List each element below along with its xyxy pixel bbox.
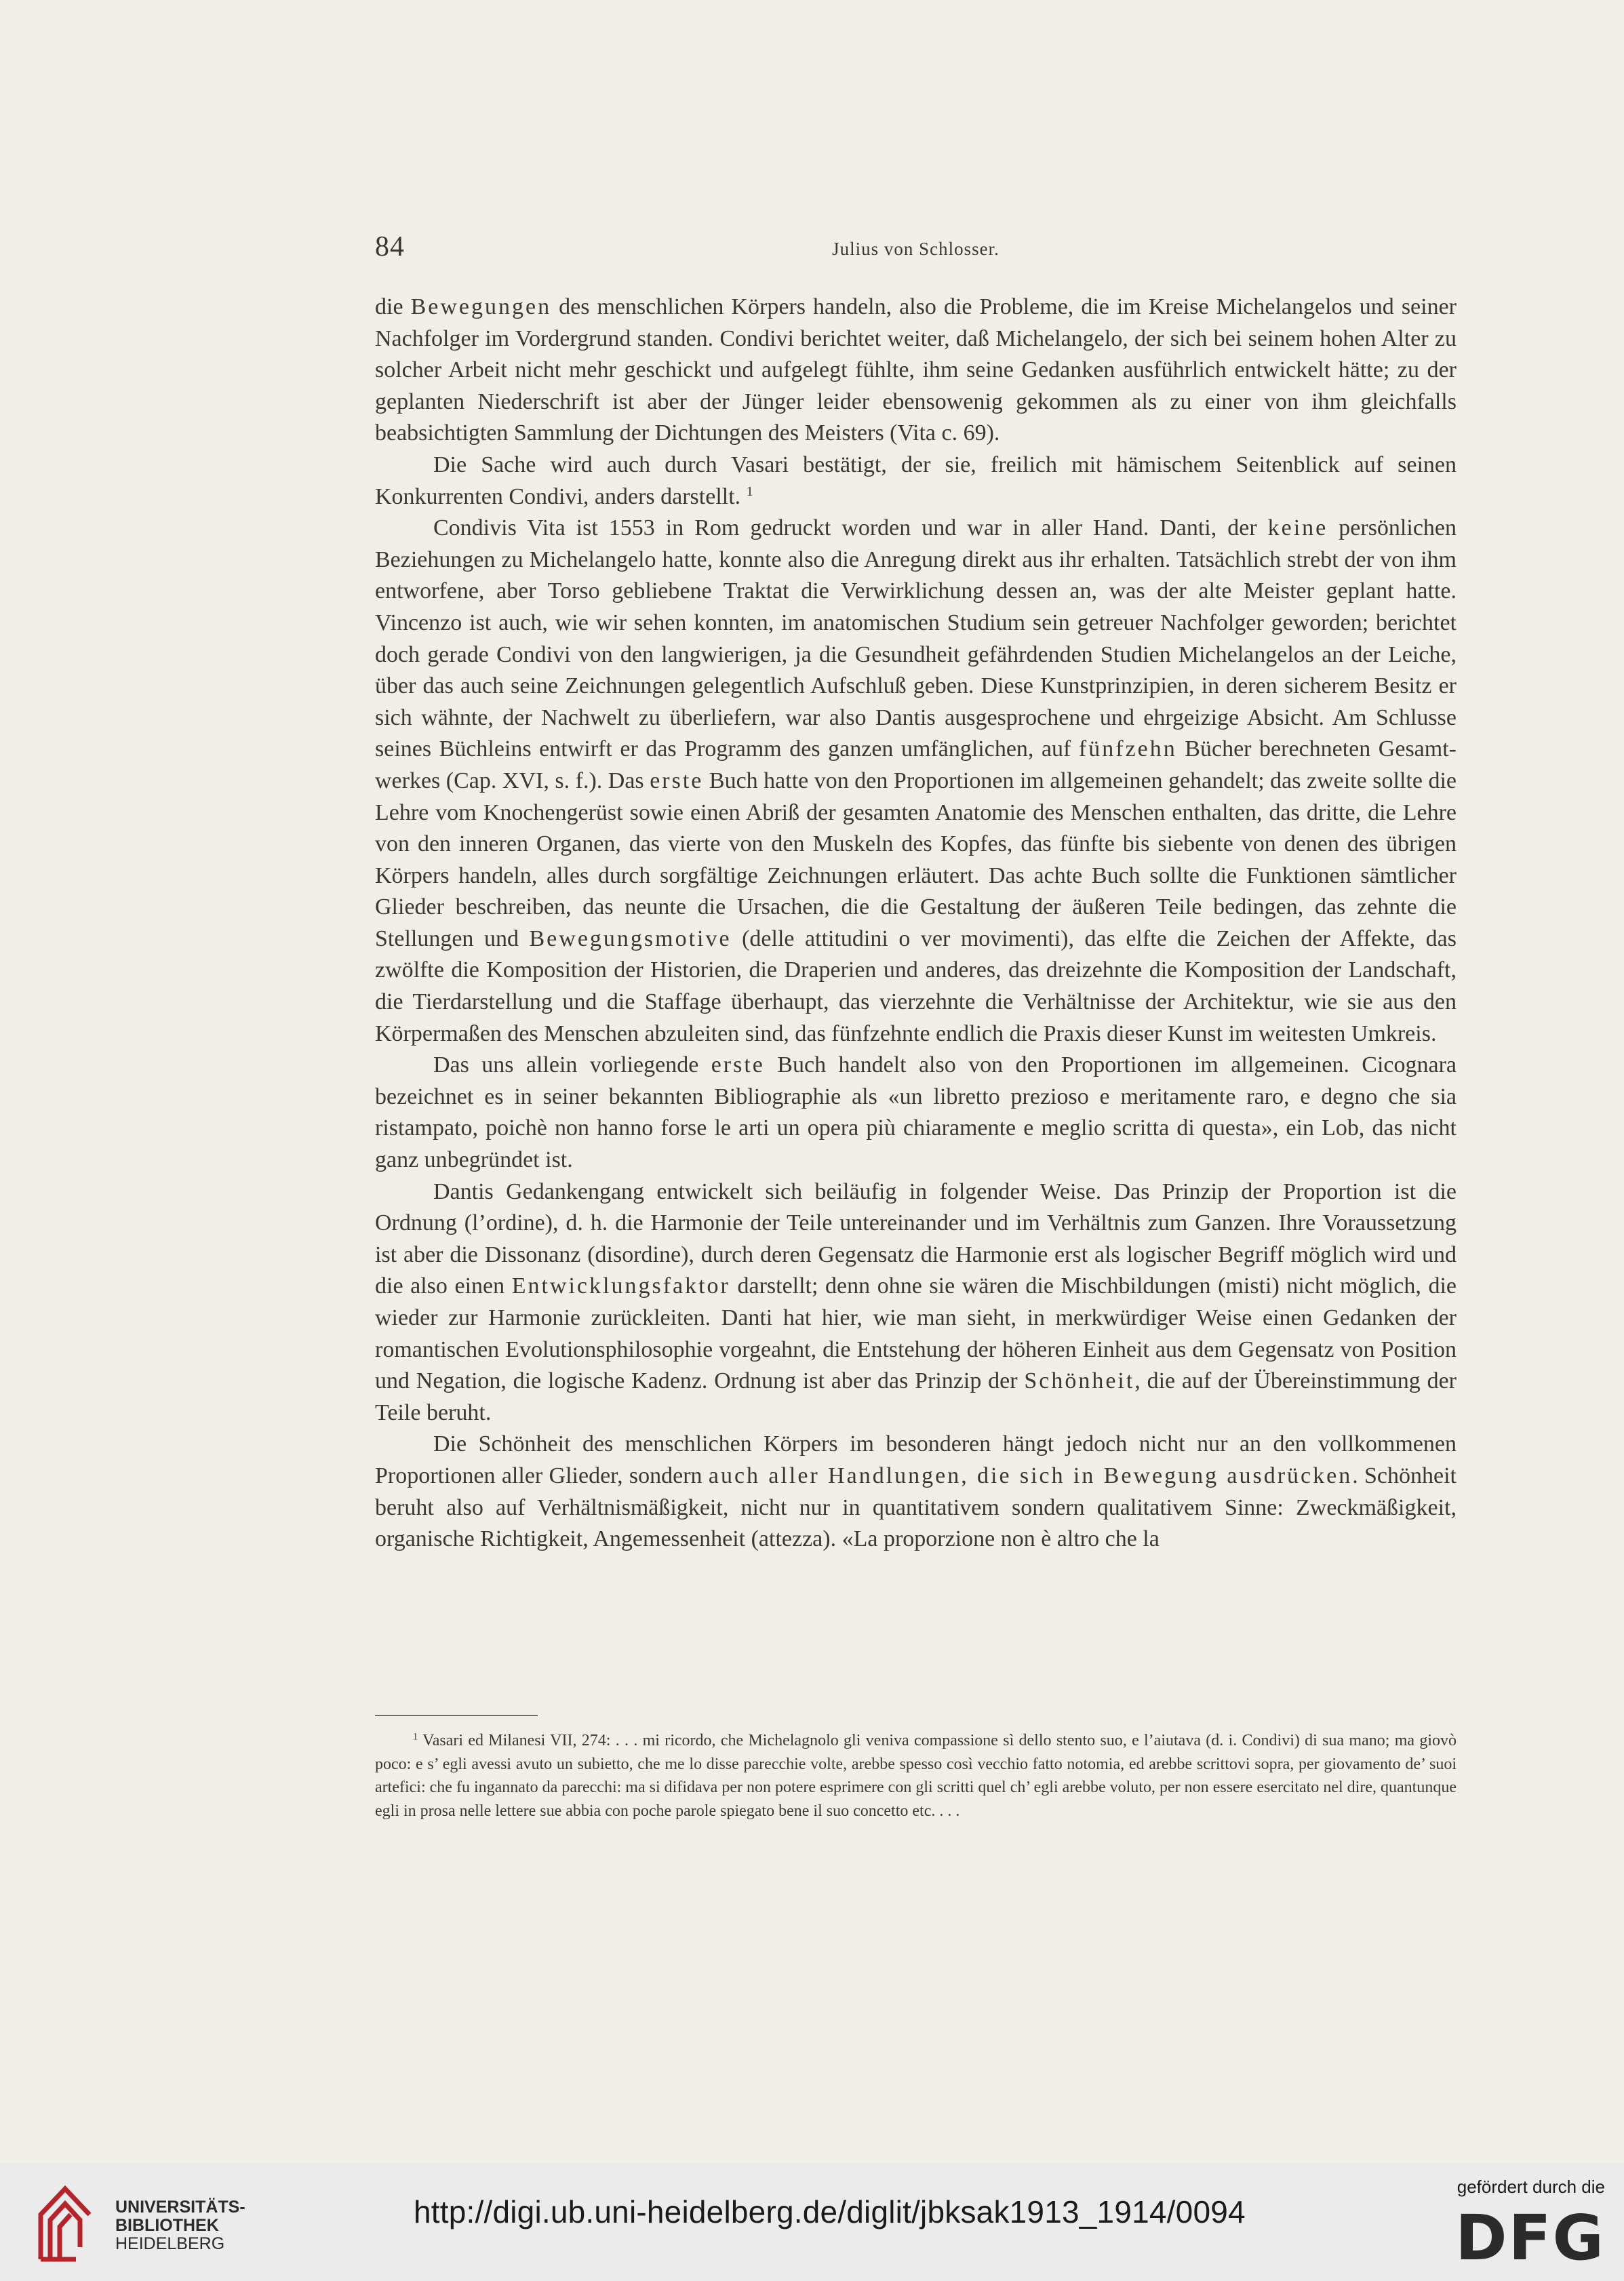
footnote-rule (375, 1715, 538, 1716)
dfg-logo[interactable]: DFG (1455, 2202, 1605, 2274)
spaced-emphasis: keine (1267, 515, 1328, 541)
spaced-emphasis: Entwicklungsfaktor (511, 1273, 730, 1299)
paragraph-3: Condivis Vita ist 1553 in Rom gedruckt worden und war in aller Hand. Danti, der keine persönlichen Beziehungen zu Michelangelo hatte, konnte also die Anregung direkt aus ihr erhalten. Tatsächlich strebt der von ihm entworfene, aber Torso gebliebene Traktat die Verwirklichung dessen an, was der alte Meister geplant hatte. Vincenzo ist auch, wie wir sehen konnten, im anatomischen Studium sein getreuer Nachfolger geworden; berichtet doch gerade Condivi von den langwierigen, ja die Gesundheit gefährdenden Studien Michelangelos an der Leiche, über das auch seine Zeichnungen gelegentlich Aufschluß geben. Diese Kunstprinzipien, in deren sicherem Besitz er sich wähnte, der Nachwelt zu überliefern, war also Dantis ausgesprochene und ehrgeizige Absicht. Am Schlusse seines Büchleins entwirft er das Programm des ganzen umfänglichen, auf fünfzehn Bücher berechneten Gesamtwerkes (Cap. XVI, s. f.). Das erste Buch hatte von den Proportionen im allgemeinen gehandelt; das zweite sollte die Lehre vom Knochengerüst sowie einen Abriß der gesamten Anatomie des Menschen enthalten, das dritte, die Lehre von den inneren Organen, das vierte von den Muskeln des Kopfes, das fünfte bis siebente von denen des übrigen Körpers handeln, alles durch sorgfältige Zeichnungen erläutert. Das achte Buch sollte die Funktionen sämtlicher Glieder beschreiben, das neunte die Ursachen, die die Gestaltung der äußeren Teile bedingen, das zehnte die Stellungen und Bewegungsmotive (delle attitudini o ver movimenti), das elfte die Zeichen der Affekte, das zwölfte die Komposition der Historien, die Draperien und anderes, das dreizehnte die Komposition der Landschaft, die Tierdarstellung und die Staffage überhaupt, das vierzehnte die Verhältnisse der Architektur, wie sie aus den Körpermaßen des Menschen abzuleiten sind, das fünfzehnte endlich die Praxis dieser Kunst im weitesten Umkreis. (375, 515, 1457, 1046)
funding-label: gefördert durch die (1457, 2177, 1605, 2197)
library-logo[interactable] (35, 2179, 252, 2267)
spaced-emphasis: Schönheit (1024, 1368, 1135, 1394)
footnote (375, 1729, 1457, 1823)
spaced-emphasis: auch aller Handlungen, die sich in Bewegung ausdrücken (708, 1463, 1353, 1488)
footnote-marker: 1 (413, 1731, 418, 1743)
page-header (375, 231, 1457, 271)
footnote-reference[interactable]: 1 (746, 483, 753, 499)
spaced-emphasis: erste (650, 768, 704, 793)
permalink-url[interactable]: http://digi.ub.uni-heidelberg.de/diglit/jbksak1913_1914/0094 (414, 2194, 1246, 2229)
footer-bar (0, 2163, 1624, 2281)
paragraph-2: Die Sache wird auch durch Vasari bestätigt, der sie, freilich mit hämischem Seitenblick auf seinen Konkurrenten Condivi, anders darstellt. $^1$ (375, 452, 1457, 509)
spaced-emphasis: erste (711, 1052, 765, 1078)
paragraph-4: Das uns allein vorliegende erste Buch handelt also von den Proportionen im allgemeinen. Cicognara bezeichnet es in seiner bekannten Bibliographie als «un libretto prezioso e meritamente raro, e degno che sia ristampato, poichè non hanno forse le arti un opera più chiaramente e meglio scritta di questa», ein Lob, das nicht ganz unbegründet ist. (375, 1052, 1457, 1173)
footnote-text: Vasari ed Milanesi VII, 274: . . . mi ricordo, che Michelagnolo gli veniva compassione sì dello stento suo, e l’aiutava (d. i. Condivi) di sua mano; ma giovò poco: e s’ egli avessi avuto un subietto, che me lo disse parecchie volte, arebbe spesso così vecchio fatto notomia, ed arebbe scrittovi sopra, per giovamento de’ suoi artefici: che fu ingannato da parecchi: ma si difidava per non potere esprimere con gli scritti quel ch’ egli arebbe voluto, per non essere esercitato nel dire, quantunque egli in prosa nelle lettere sue abbia con poche parole spiegato bene il suo concetto etc. . . . (375, 1732, 1457, 1820)
spaced-emphasis: Bewegungsmotive (529, 926, 732, 951)
paragraph-5: Dantis Gedankengang entwickelt sich beiläufig in folgender Weise. Das Prinzip der Proportion ist die Ordnung (l’ordine), d. h. die Harmonie der Teile untereinander und im Verhältnis zum Ganzen. Ihre Voraussetzung ist aber die Dissonanz (disordine), durch deren Gegensatz die Harmonie erst als logischer Begriff möglich wird und die also einen Entwicklungsfaktor darstellt; denn ohne sie wären die Mischbildungen (misti) nicht möglich, die wieder zur Harmonie zurückleiten. Danti hat hier, wie man sieht, in merkwürdiger Weise einen Gedanken der romantischen Evolutionsphilosophie vorgeahnt, die Entstehung der höheren Einheit aus dem Gegensatz von Position und Negation, die logische Kadenz. Ordnung ist aber das Prinzip der Schönheit, die auf der Übereinstimmung der Teile beruht. (375, 1178, 1457, 1425)
running-title: Julius von Schlosser. (832, 239, 999, 259)
paragraph-6: Die Schönheit des menschlichen Körpers im besonderen hängt jedoch nicht nur an den vollkommenen Proportionen aller Glieder, sondern auch aller Handlungen, die sich in Bewegung ausdrücken. Schönheit beruht also auf Verhältnismäßigkeit, nicht nur in quantitativem sondern qualitativem Sinne: Zweckmäßigkeit, organische Richtigkeit, Angemessenheit (attezza). «La proporzione non è altro che la (375, 1431, 1457, 1552)
spaced-emphasis: fünfzehn (1078, 736, 1177, 762)
paragraph-1: die Bewegungen des menschlichen Körpers handeln, also die Probleme, die im Kreise Michelangelos und seiner Nachfolger im Vordergrund standen. Condivi berichtet weiter, daß Michelangelo, der sich bei seinem hohen Alter zu solcher Arbeit nicht mehr geschickt und aufgelegt fühlte, ihm seine Gedanken ausführlich entwickelt hätte; zu der geplanten Niederschrift ist aber der Jünger leider ebensowenig gekommen als zu einer von ihm gleichfalls beabsichtigten Sammlung der Dichtungen des Meisters (Vita c. 69). (375, 294, 1457, 446)
library-logo-icon (35, 2179, 96, 2265)
spaced-emphasis: Bewegungen (410, 294, 552, 319)
page-number: 84 (375, 231, 405, 262)
funding-credit (1408, 2177, 1605, 2274)
library-name: UNIVERSITÄTS- BIBLIOTHEK HEIDELBERG (115, 2198, 245, 2253)
body-text (375, 292, 1457, 1555)
